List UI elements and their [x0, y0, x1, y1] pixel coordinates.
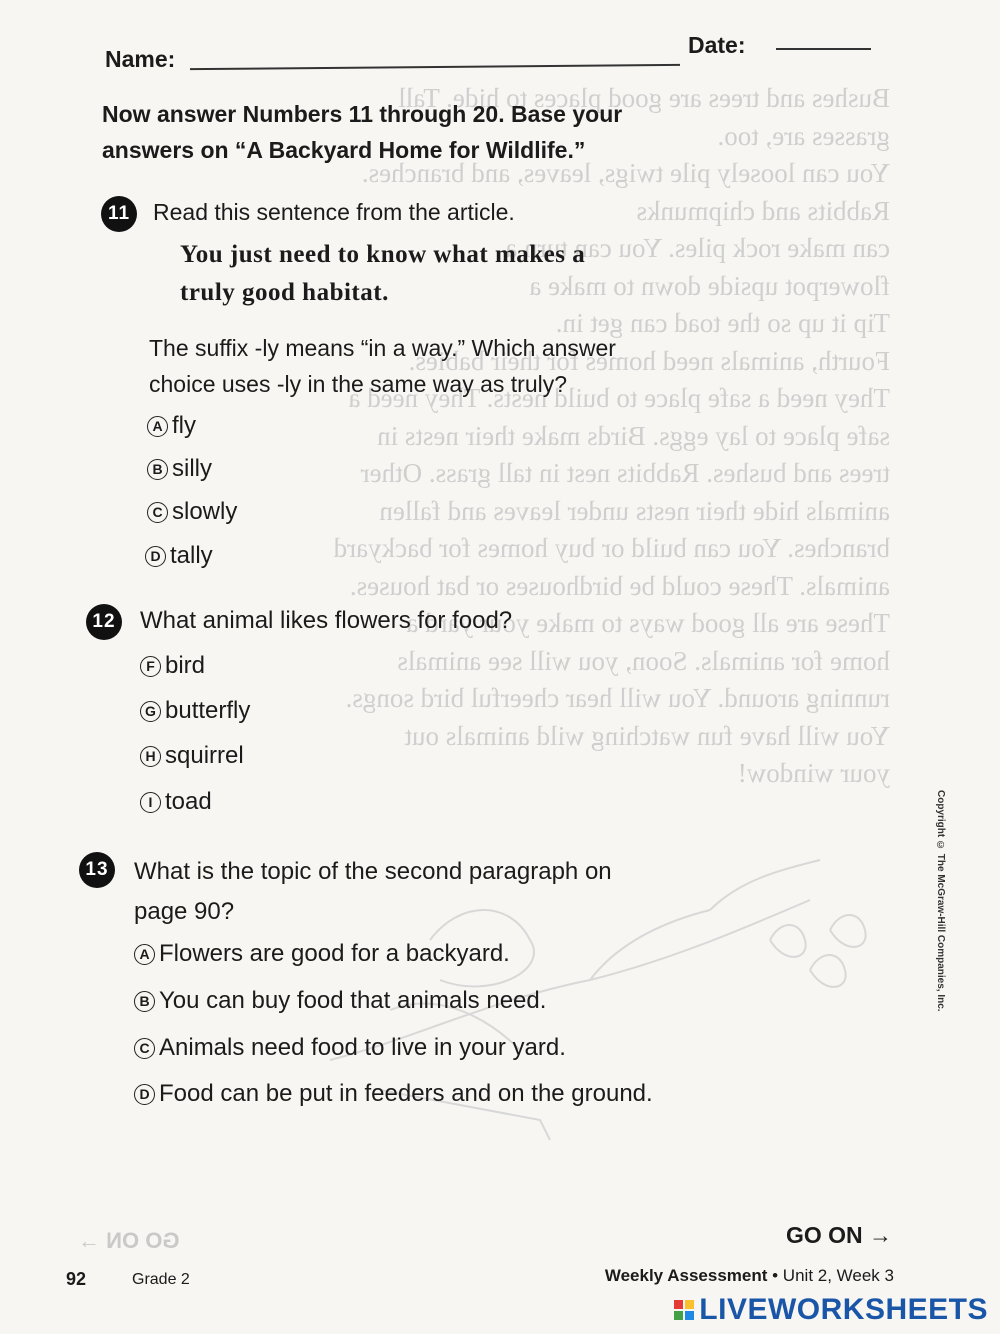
question-prompt [149, 330, 729, 402]
answer-option[interactable] [134, 1080, 653, 1108]
show-through-line: You can loosely pile twigs, leaves, and branches. [361, 158, 890, 188]
answer-bubble[interactable]: F [140, 656, 161, 677]
date-field[interactable] [776, 48, 871, 50]
show-through-line: can make rock piles. You can turn a [505, 233, 890, 263]
answer-option[interactable] [140, 788, 212, 816]
page-number: 92 [66, 1269, 87, 1289]
answer-bubble[interactable]: D [145, 546, 166, 567]
grade-label: Grade 2 [132, 1271, 190, 1288]
question-number-badge: 13 [79, 852, 115, 888]
question-text: Read this sentence from the article. [153, 199, 515, 225]
answer-text: fly [172, 412, 196, 439]
answer-text: You can buy food that animals need. [159, 987, 547, 1014]
liveworksheets-logo[interactable] [674, 1293, 988, 1327]
logo-grid-icon [674, 1300, 694, 1320]
show-through-line: trees and bushes. Rabbits nest in tall grass. Other [360, 458, 890, 488]
answer-text: tally [170, 542, 213, 569]
instructions-line: Now answer Numbers 11 through 20. Base your [102, 101, 623, 127]
unit-week: • Unit 2, Week 3 [767, 1266, 894, 1285]
answer-text: Flowers are good for a backyard. [159, 940, 510, 967]
answer-bubble[interactable]: A [147, 416, 168, 437]
show-through-line: Bushes and trees are good places to hide. Tall [398, 83, 890, 113]
answer-bubble[interactable]: C [134, 1038, 155, 1059]
show-through-line: your window! [737, 758, 890, 788]
answer-option[interactable] [140, 697, 250, 725]
show-through-line: safe place to lay eggs. Birds make their nests in [377, 420, 890, 451]
prompt-line: choice uses -ly in the same way as truly? [149, 371, 568, 397]
answer-option[interactable] [147, 455, 212, 483]
show-through-line: animals hide their nests under leaves and fallen [379, 495, 890, 526]
show-through-line: These are all good ways to make your yard a [406, 608, 890, 638]
answer-bubble[interactable]: H [140, 746, 161, 767]
answer-bubble[interactable]: I [140, 792, 161, 813]
show-through-line: You will have fun watching wild animals out [404, 720, 890, 751]
answer-option[interactable] [147, 498, 237, 526]
name-label: Name: [105, 46, 176, 72]
answer-bubble[interactable]: B [147, 459, 168, 480]
answer-option[interactable] [134, 987, 546, 1015]
question-text: What animal likes flowers for food? [140, 607, 513, 634]
name-field[interactable] [190, 64, 680, 70]
answer-text: bird [165, 652, 206, 679]
quoted-sentence [180, 236, 740, 312]
show-through-line: Fourth, animals need homes for their babies. [408, 345, 890, 376]
quote-line: truly good habitat. [180, 279, 389, 306]
answer-option[interactable] [147, 412, 196, 440]
instructions-line: answers on “A Backyard Home for Wildlife.” [102, 137, 586, 163]
quote-line: You just need to know what makes a [180, 241, 586, 268]
show-through-line: animals. These could be birdhouses or bat houses. [349, 570, 890, 601]
brand-name: LIVEWORKSHEETS [699, 1293, 988, 1326]
answer-text: slowly [172, 498, 238, 525]
answer-bubble[interactable]: G [140, 701, 161, 722]
answer-option[interactable] [140, 742, 244, 770]
answer-text: Food can be put in feeders and on the ground. [159, 1080, 653, 1107]
answer-option[interactable] [134, 940, 510, 968]
answer-option[interactable] [134, 1034, 566, 1062]
answer-bubble[interactable]: C [147, 502, 168, 523]
show-through-line: branches. You can build or buy homes for backyard [333, 533, 890, 563]
answer-text: silly [172, 455, 212, 482]
show-through-line: grasses are, too. [717, 120, 890, 151]
assessment-title: Weekly Assessment [604, 1266, 768, 1285]
go-on-label: GO ON → [785, 1222, 892, 1248]
answer-text: Animals need food to live in your yard. [159, 1034, 566, 1061]
prompt-line: The suffix -ly means “in a way.” Which answer [149, 335, 616, 361]
show-through-line: flowerpot upside down to make a [529, 270, 890, 301]
answer-text: butterfly [165, 697, 251, 724]
answer-bubble[interactable]: A [134, 944, 155, 965]
answer-bubble[interactable]: B [134, 991, 155, 1012]
show-through-line: home for animals. Soon, you will see animals [397, 645, 890, 676]
instructions [102, 96, 742, 168]
question-text-line: What is the topic of the second paragraph on [134, 858, 612, 885]
question-text-line: page 90? [134, 898, 235, 925]
answer-bubble[interactable]: D [134, 1084, 155, 1105]
show-through-text [230, 80, 890, 793]
show-through-line: running around. You will hear cheerful bird songs. [345, 683, 890, 713]
date-label: Date: [688, 32, 746, 58]
go-on-show-through: GO ON → [78, 1228, 180, 1253]
question-number-badge: 12 [86, 604, 122, 640]
question-text [134, 852, 612, 932]
assessment-footer [605, 1266, 894, 1286]
question-number-badge: 11 [101, 196, 137, 232]
show-through-line: They need a safe place to build nests. They need a [348, 383, 890, 413]
show-through-line: Rabbits and chipmunks [636, 195, 890, 226]
answer-text: toad [165, 788, 212, 815]
answer-option[interactable] [140, 652, 205, 680]
answer-text: squirrel [165, 742, 244, 769]
copyright-notice: Copyright © The McGraw-Hill Companies, Inc. [935, 790, 946, 1012]
show-through-line: Tip it up so the toad can get in. [555, 308, 890, 338]
answer-option[interactable] [145, 542, 213, 570]
